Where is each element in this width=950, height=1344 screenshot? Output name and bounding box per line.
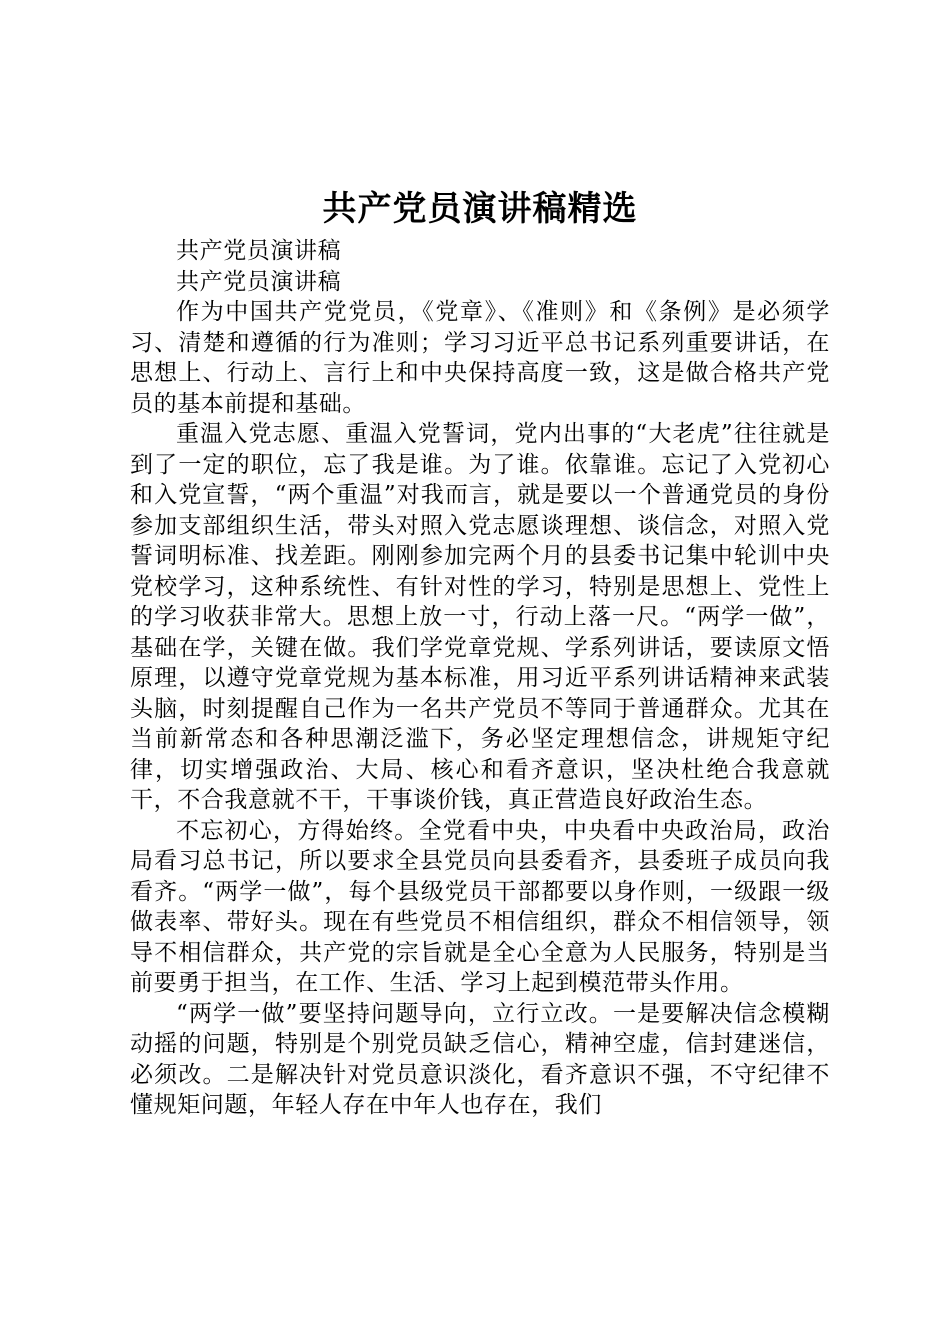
document-body: [130, 236, 830, 1121]
paragraph-subtitle-2: 共产党员演讲稿: [176, 268, 342, 295]
paragraph-2: 重温入党志愿、重温入党誓词，党内出事的“大老虎”往往就是到了一定的职位，忘了我是谁。为了谁。依靠谁。忘记了入党初心和入党宣誓，“两个重温”对我而言，就是要以一个普通党员的身份参加支部组织生活，带头对照入党志愿谈理想、谈信念，对照入党誓词明标准、找差距。刚刚参加完两个月的县委书记集中轮训中央党校学习，这种系统性、有针对性的学习，特别是思想上、党性上的学习收获非常大。思想上放一寸，行动上落一尺。“两学一做”，基础在学，关键在做。我们学党章党规、学系列讲话，要读原文悟原理，以遵守党章党规为基本标准，用习近平系列讲话精神来武装头脑，时刻提醒自己作为一名共产党员不等同于普通群众。尤其在当前新常态和各种思潮泛滥下，务必坚定理想信念，讲规矩守纪律，切实增强政治、大局、核心和看齐意识，坚决杜绝合我意就干，不合我意就不干，干事谈价钱，真正营造良好政治生态。: [130, 421, 830, 813]
paragraph-3: 不忘初心，方得始终。全党看中央，中央看中央政治局，政治局看习总书记，所以要求全县党员向县委看齐，县委班子成员向我看齐。“两学一做”，每个县级党员干部都要以身作则，一级跟一级做表率、带好头。现在有些党员不相信组织，群众不相信领导，领导不相信群众，共产党的宗旨就是全心全意为人民服务，特别是当前要勇于担当，在工作、生活、学习上起到模范带头作用。: [130, 817, 830, 996]
paragraph-1: 作为中国共产党党员，《党章》、《准则》和《条例》是必须学习、清楚和遵循的行为准则；学习习近平总书记系列重要讲话，在思想上、行动上、言行上和中央保持高度一致，这是做合格共产党员的基本前提和基础。: [130, 299, 830, 417]
document-title: 共产党员演讲稿精选: [322, 189, 638, 229]
paragraph-subtitle-1: 共产党员演讲稿: [176, 238, 342, 264]
paragraph-4: “两学一做”要坚持问题导向，立行立改。一是要解决信念模糊动摇的问题，特别是个别党员缺乏信心，精神空虚，信封建迷信，必须改。二是解决针对党员意识淡化，看齐意识不强，不守纪律不懂规矩问题，年轻人存在中年人也存在，我们: [130, 1000, 830, 1118]
